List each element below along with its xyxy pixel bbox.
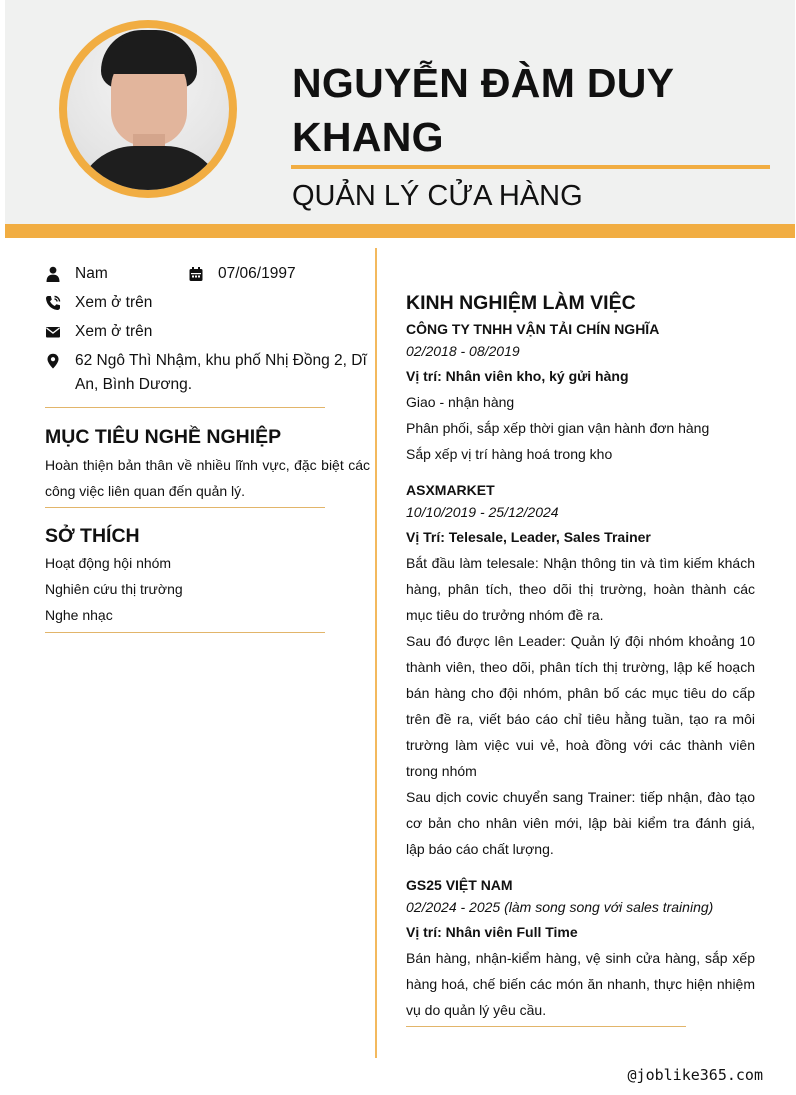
email-value: Xem ở trên <box>75 323 153 340</box>
hobbies-title: SỞ THÍCH <box>45 525 140 547</box>
map-pin-icon <box>45 349 75 373</box>
job-detail: Sau đó được lên Leader: Quản lý đội nhóm khoảng 10 thành viên, theo dõi, phân tích thị trường, lập kế hoạch bán hàng cho đội nhóm, phân bố các mục tiêu do cấp trên đề ra, viết báo cáo chỉ tiêu hằng tuần, tạo ra môi trường làm việc vui vẻ, hoà đồng với các thành viên trong nhóm <box>406 633 755 779</box>
job-position: Vị trí: Nhân viên kho, ký gửi hàng <box>406 368 629 384</box>
info-row-address <box>45 349 370 397</box>
phone-icon <box>45 291 75 315</box>
hobbies-list <box>45 550 370 628</box>
footer-watermark: @joblike365.com <box>627 1066 763 1084</box>
company-name: CÔNG TY TNHH VẬN TẢI CHÍN NGHĨA <box>406 321 660 337</box>
objective-text: Hoàn thiện bản thân về nhiều lĩnh vực, đặc biệt các công việc liên quan đến quản lý. <box>45 457 370 499</box>
person-icon <box>45 262 75 286</box>
phone-value: Xem ở trên <box>75 294 153 311</box>
job-detail: Phân phối, sắp xếp thời gian vận hành đơn hàng <box>406 420 710 436</box>
job-detail: Sau dịch covic chuyển sang Trainer: tiếp nhận, đào tạo cơ bản cho nhân viên mới, lập bài kiểm tra đánh giá, lập báo cáo chất lượng. <box>406 789 755 857</box>
job-detail: Bán hàng, nhận-kiểm hàng, vệ sinh cửa hàng, sắp xếp hàng hoá, chế biến các món ăn nhanh, thực hiện nhiệm vụ do quản lý yêu cầu. <box>406 950 755 1018</box>
job-position: Vị Trí: Telesale, Leader, Sales Trainer <box>406 529 651 545</box>
section-separator <box>45 507 325 508</box>
header-banner <box>5 0 795 238</box>
section-separator <box>45 407 325 408</box>
envelope-icon <box>45 320 75 344</box>
info-row-phone <box>45 291 370 315</box>
job-entry <box>406 480 755 862</box>
left-column <box>45 262 370 633</box>
section-separator <box>45 632 325 633</box>
section-separator <box>406 1026 686 1027</box>
job-position: Vị trí: Nhân viên Full Time <box>406 924 578 940</box>
job-period: 02/2024 - 2025 (làm song song với sales training) <box>406 899 714 915</box>
job-entry <box>406 319 755 467</box>
avatar-frame <box>59 20 237 198</box>
objective-title: MỤC TIÊU NGHỀ NGHIỆP <box>45 426 282 448</box>
experience-title: KINH NGHIỆM LÀM VIỆC <box>406 292 636 314</box>
calendar-icon <box>188 262 218 286</box>
info-row-gender-dob <box>45 262 370 286</box>
list-item: Nghe nhạc <box>45 607 113 623</box>
info-row-email <box>45 320 370 344</box>
list-item: Hoạt động hội nhóm <box>45 555 172 571</box>
address-value: 62 Ngô Thì Nhậm, khu phố Nhị Đồng 2, Dĩ An, Bình Dương. <box>75 352 367 393</box>
job-detail: Sắp xếp vị trí hàng hoá trong kho <box>406 446 613 462</box>
column-divider <box>375 248 377 1058</box>
job-period: 10/10/2019 - 25/12/2024 <box>406 504 559 520</box>
full-name: NGUYỄN ĐÀM DUY KHANG <box>292 60 674 160</box>
job-period: 02/2018 - 08/2019 <box>406 343 520 359</box>
job-entry <box>406 875 755 1023</box>
gender-value: Nam <box>75 265 108 282</box>
dob-value: 07/06/1997 <box>218 265 296 282</box>
company-name: ASXMARKET <box>406 482 495 498</box>
avatar <box>67 28 229 190</box>
name-underline <box>291 165 770 169</box>
job-title: QUẢN LÝ CỬA HÀNG <box>292 180 583 212</box>
job-detail: Giao - nhận hàng <box>406 394 515 410</box>
list-item: Nghiên cứu thị trường <box>45 581 183 597</box>
company-name: GS25 VIỆT NAM <box>406 877 513 893</box>
job-detail: Bắt đầu làm telesale: Nhận thông tin và tìm kiếm khách hàng, phân tích, theo dõi thị trường, hoàn thành các mục tiêu do trưởng nhóm đề ra. <box>406 555 755 623</box>
right-column <box>406 290 755 1027</box>
